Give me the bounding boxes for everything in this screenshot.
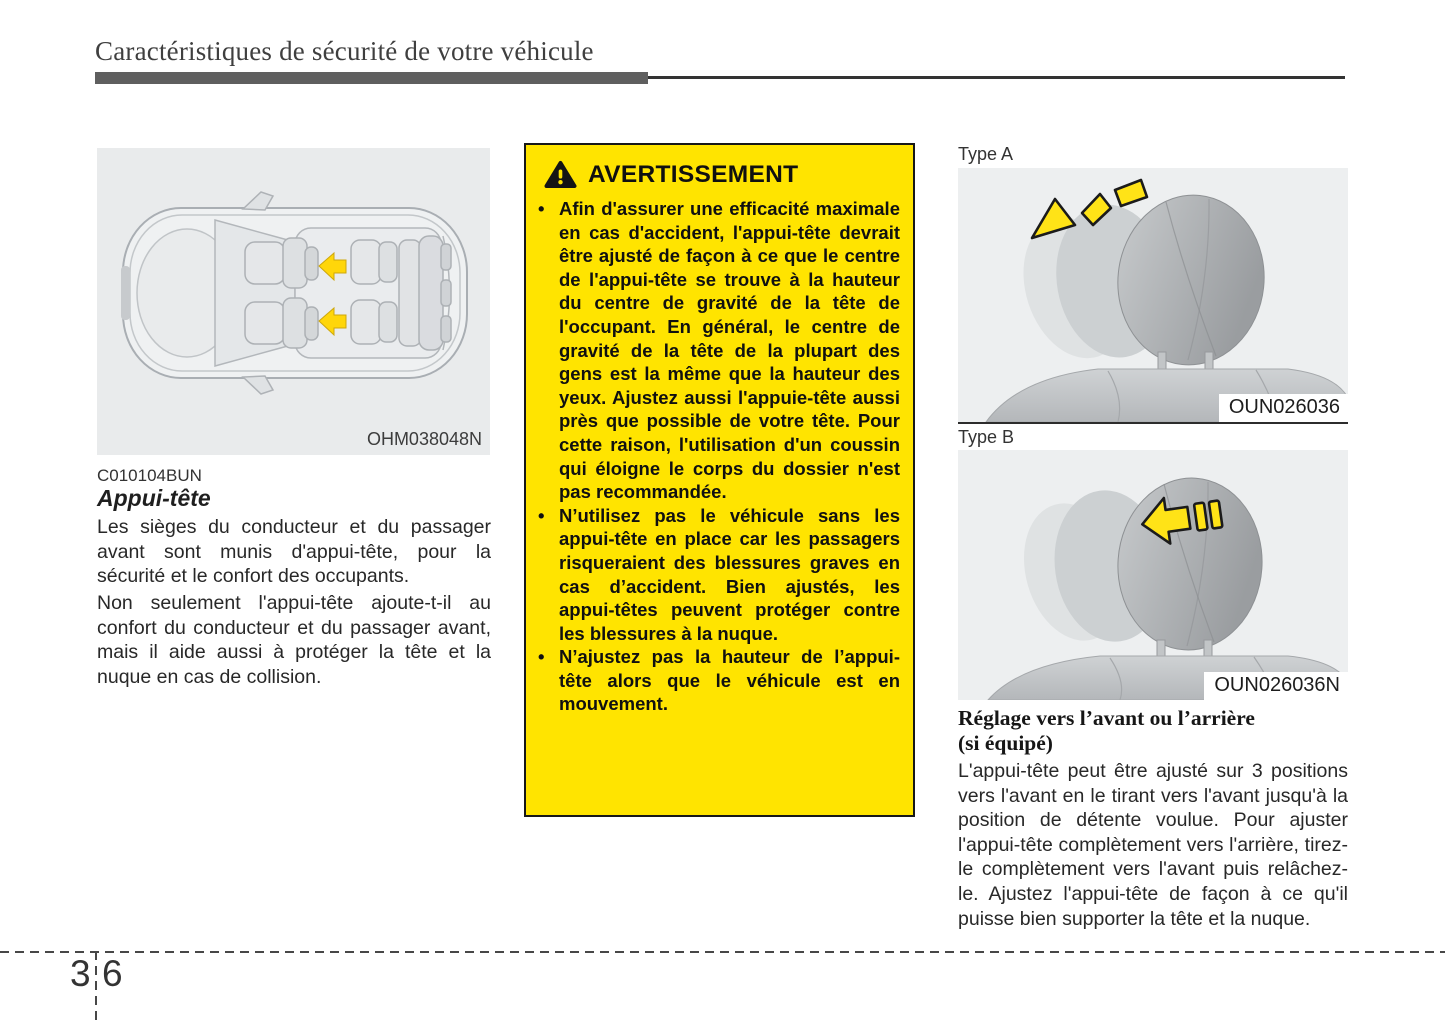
page-number: 6 [102, 953, 123, 994]
bullet-glyph: • [538, 198, 545, 219]
headrest-tilt-illustration [958, 168, 1348, 422]
bullet-glyph: • [538, 504, 545, 526]
reglage-heading-line1: Réglage vers l’avant ou l’arrière [958, 706, 1255, 730]
headrest-slide-illustration [958, 450, 1348, 700]
warning-bullet-text: Afin d'assurer une efficacité maximale en cas d'accident, l'appui-tête devrait être ajusté de façon à ce que le centre de l'appui-tête se trouve à la hauteur du centre de gravité de la tête de l'occupant. En général, le centre de gravité de la tête de la plupart des gens est la même que la hauteur des yeux. Ajustez aussi l'appuie-tête aussi près que possible de votre tête. Pour cette raison, l'utilisation d'un coussin qui éloigne le corps du dossier n'est pas recommandée. [559, 198, 900, 503]
paragraph-left-2: Non seulement l'appui-tête ajoute-t-il au confort du conducteur et du passager avant, mais il aide aussi à protéger la tête et la nuque en cas de collision. [97, 592, 491, 688]
title-underline-rule [648, 76, 1345, 79]
warning-bullet-text: N’ajustez pas la hauteur de l’appui-tête alors que le véhicule est en mouvement. [559, 646, 900, 715]
reglage-heading-line2: (si équipé) [958, 731, 1053, 755]
chapter-number: 3 [70, 953, 91, 994]
figure-code: OUN026036 [1219, 394, 1348, 422]
figure-code: OUN026036N [1204, 672, 1348, 700]
footer-dashed-divider [95, 951, 97, 1026]
warning-header [544, 160, 913, 189]
warning-title: AVERTISSEMENT [588, 160, 799, 188]
figure-code: OHM038048N [366, 429, 482, 449]
paragraph-left-1: Les sièges du conducteur et du passager avant sont munis d'appui-tête, pour la sécurité et le confort des occupants. [97, 516, 491, 588]
headrest-type-b-figure [958, 450, 1348, 700]
paragraph-right: L'appui-tête peut être ajusté sur 3 positions vers l'avant en le tirant vers l'avant jusqu'à la position de détente voulue. Pour ajuster l'appui-tête complètement vers l'arrière, tirez-le complètement vers l'avant puis relâchez-le. Ajustez l'appui-tête de façon à ce qu'il puisse bien supporter la tête et la nuque. [958, 760, 1348, 930]
warning-bullet [538, 645, 900, 716]
page-title: Caractéristiques de sécurité de votre véhicule [95, 36, 594, 66]
warning-box [524, 143, 915, 817]
warning-bullet-text: N’utilisez pas le véhicule sans les appui-tête en place car les passagers risqueraient des blessures graves en cas d’accident. Bien ajustés, les appui-têtes peuvent protéger contre les blessures à la nuque. [559, 504, 900, 644]
appui-tete-heading: Appui-tête [97, 485, 211, 511]
warning-bullet [538, 197, 900, 504]
warning-bullet-list [526, 197, 913, 716]
warning-bullet [538, 504, 900, 646]
section-code: C010104BUN [97, 466, 202, 485]
warning-triangle-icon [544, 160, 577, 189]
car-topview-illustration [97, 148, 490, 455]
type-a-label: Type A [958, 144, 1014, 164]
car-topview-figure [97, 148, 490, 455]
type-b-label: Type B [958, 427, 1015, 447]
title-underline-bar [95, 72, 648, 84]
headrest-type-a-figure [958, 168, 1348, 424]
footer-dashed-line [0, 951, 1445, 953]
bullet-glyph: • [538, 646, 545, 668]
